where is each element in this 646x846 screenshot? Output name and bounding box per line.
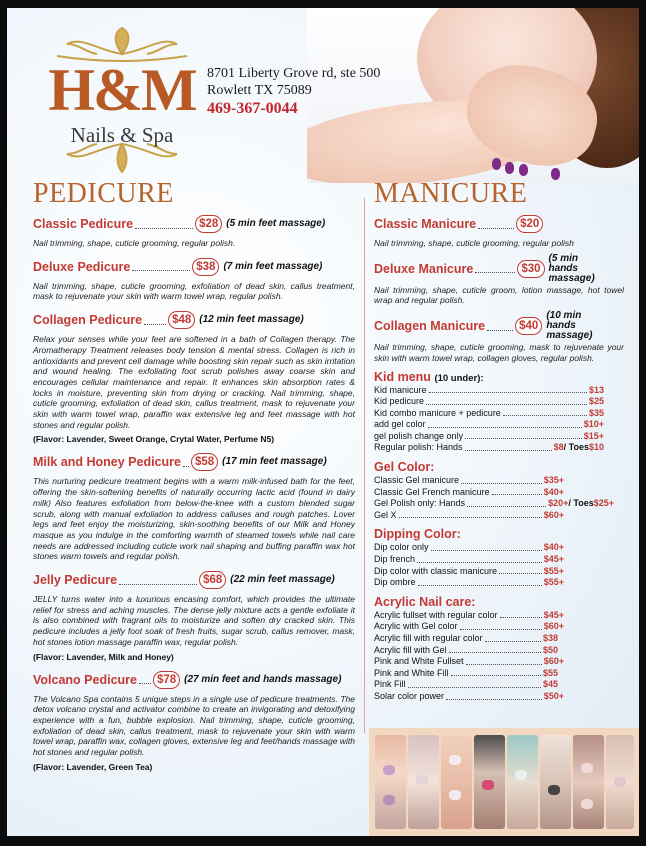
- price-row: [374, 691, 624, 703]
- pedicure-item: [33, 255, 355, 302]
- row-label: Dip color only: [374, 542, 429, 553]
- row-extra: / Toes: [568, 498, 594, 509]
- service-name: Classic Pedicure: [33, 217, 134, 231]
- row-price: $60+: [543, 621, 564, 632]
- leader-dots: [135, 220, 193, 229]
- service-desc: Nail trimming, shape, cuticle grooming, regular polish.: [33, 238, 236, 248]
- service-name: Deluxe Manicure: [374, 261, 474, 276]
- price-badge: $20: [516, 215, 543, 233]
- service-note: (5 min hands massage): [548, 252, 595, 284]
- leader-dots: [132, 262, 190, 271]
- gel-color-heading: Gel Color:: [374, 460, 435, 475]
- row-price: $40+: [543, 542, 564, 553]
- collage-strip: [375, 735, 406, 829]
- row-price: $25: [588, 396, 604, 407]
- phone-number: 469-367-0044: [207, 100, 298, 117]
- row-price: $35+: [543, 475, 564, 486]
- price-row: [374, 645, 624, 657]
- collage-strip: [606, 735, 634, 829]
- row-label: Dip ombre: [374, 577, 416, 588]
- row-price-2: $25+: [593, 498, 614, 509]
- row-label: Regular polish: Hands: [374, 442, 463, 453]
- service-name: Collagen Pedicure: [33, 313, 143, 328]
- collage-strip: [540, 735, 571, 829]
- manicure-title: MANICURE: [374, 178, 528, 209]
- service-note: (22 min feet massage): [230, 574, 335, 586]
- row-label: Kid pedicure: [374, 396, 425, 407]
- row-price: $45+: [543, 609, 564, 620]
- row-label: Pink and White Fill: [374, 667, 449, 678]
- row-label: Classic Gel French manicure: [374, 486, 490, 497]
- service-flavor: (Flavor: Lavender, Milk and Honey): [33, 651, 174, 662]
- service-flavor: (Flavor: Lavender, Green Tea): [33, 761, 153, 772]
- collage-strip: [474, 735, 505, 829]
- pedicure-item: [33, 668, 355, 772]
- row-label: Kid combo manicure + pedicure: [374, 407, 501, 418]
- row-price: $55+: [543, 565, 564, 576]
- contact-block: [207, 65, 380, 117]
- service-note: (7 min feet massage): [223, 260, 323, 272]
- service-desc: This nurturing pedicure treatment begins with a warm milk-infused bath for the feet, offering the skin-softening benefits of naturally occurring lactic acid (found in dairy milk) Also features exfoliation from below-the-knee with a custom blended sugar scrub, along with manual exfoliation to address calluses and rough patches. Lover legs and feet enjoy the moisturizing, skin-soothing benefits of our Milk and Honey masque as you indulge in the comforting warmth of steamed towels while nail care needs are addressed including cuticle work nail shaping and buffing paraffin wax hot stones warm towels and regular polish.: [33, 476, 355, 562]
- price-row: [374, 633, 624, 645]
- row-label: Solar color power: [374, 690, 445, 701]
- price-row: [374, 408, 624, 420]
- price-badge: $28: [195, 215, 222, 233]
- manicure-item: [374, 252, 624, 306]
- service-desc: The Volcano Spa contains 5 unique steps in a single use of pedicure treatments. The detox volcano crystal and activator combine to create an invigorating and detoxifying experience with a fun, bubble explosion. Nail trimming, shape, cuticle grooming, exfoliation of dead skin, callus treatment, mask to rejuvenate your skin with warm towel wrap, paraffin wax, collagen gloves, extensive leg and feet/hands massage with hot stones and regular polish.: [33, 693, 355, 758]
- price-row: [374, 510, 624, 522]
- row-price: $10+: [583, 419, 604, 430]
- row-label: Acrylic fullset with regular color: [374, 609, 498, 620]
- price-badge: $40: [515, 317, 542, 335]
- service-name: Classic Manicure: [374, 217, 477, 231]
- price-row: [374, 656, 624, 668]
- price-row: [374, 621, 624, 633]
- collage-strip: [441, 735, 472, 829]
- row-price-2: $10: [588, 442, 604, 453]
- service-flavor: (Flavor: Lavender, Sweet Orange, Crytal Water, Perfume N5): [33, 434, 275, 445]
- service-note: (17 min feet massage): [222, 456, 327, 468]
- row-label: Pink Fill: [374, 679, 406, 690]
- row-price: $50: [542, 644, 558, 655]
- manicure-item: [374, 212, 624, 249]
- price-row: [374, 385, 624, 397]
- manicure-item: [374, 312, 624, 363]
- price-badge: $78: [153, 671, 180, 689]
- service-desc: JELLY turns water into a luxurious encasing comfort, which provides the ultimate relief for stress and aching muscles. The dense jelly mixture acts a gentle exfoliate it is also combined with fragrant oils to moisturize and soften dry cracked skin. This pedicure includes a jelly foot soak of fresh fruits, sugar scrub, callus remover, mask, hot stones lotion massage paraffin wax, regular polish.: [33, 594, 355, 647]
- price-row: [374, 487, 624, 499]
- row-label: Acrylic fill with Gel: [374, 644, 447, 655]
- price-row: [374, 442, 624, 454]
- kid-menu-heading: [374, 370, 624, 384]
- row-label: Gel X: [374, 509, 397, 520]
- nail-3: [519, 164, 528, 176]
- pedicure-list: [33, 212, 355, 778]
- price-row: [374, 679, 624, 691]
- row-price: $60+: [543, 656, 564, 667]
- kid-menu-title: Kid menu: [374, 369, 431, 384]
- price-row: [374, 668, 624, 680]
- row-label: Dip french: [374, 554, 416, 565]
- row-price: $15+: [583, 430, 604, 441]
- service-name: Milk and Honey Pedicure: [33, 455, 181, 470]
- price-badge: $68: [199, 571, 226, 589]
- pedicure-item: [33, 308, 355, 444]
- dipping-color-heading: Dipping Color:: [374, 527, 461, 542]
- kid-menu-subtitle: (10 under):: [434, 372, 484, 384]
- price-badge: $58: [191, 453, 218, 471]
- row-price: $8: [553, 442, 564, 453]
- address-line-1: 8701 Liberty Grove rd, ste 500: [207, 66, 381, 81]
- service-name: Deluxe Pedicure: [33, 259, 131, 274]
- service-name: Collagen Manicure: [374, 319, 486, 334]
- row-label: Pink and White Fullset: [374, 656, 464, 667]
- collage-strip: [573, 735, 604, 829]
- service-desc: Nail trimming, shape, cuticle grooming, mask to rejuvenate your skin with warm towel wrap, collagen gloves, regular polish.: [374, 342, 624, 363]
- address-line-2: Rowlett TX 75089: [207, 83, 312, 98]
- logo-subtitle: Nails & Spa: [70, 123, 174, 147]
- leader-dots: [139, 675, 151, 684]
- nail-1: [492, 158, 501, 170]
- leader-dots: [183, 458, 189, 467]
- service-note: (10 min hands massage): [546, 310, 593, 342]
- pedicure-item: [33, 450, 355, 562]
- price-badge: $30: [517, 260, 544, 278]
- service-desc: Relax your senses while your feet are softened in a bath of Collagen therapy. The Aromatherapy Treatment releases body tension & mental stress. Collagen is rich in antioxidants and prevent cell damage while boosting skin repair such as skin irritation and wound healing. The exfoliating foot scrub polishes away coarse skin and encourages cellular maintenance and repair. It enhances skin absorption rates & locks in moisture, preventing skin from drying or cracking. Nail trimming, shape, cuticle grooming, exfoliation of dead skin, callus treatment, mask to rejuvenate your skin with warm towel wrap, paraffin wax extensive leg and feet massage with hot stones and regular polish.: [33, 334, 355, 430]
- pedicure-item: [33, 212, 355, 249]
- service-note: (27 min feet and hands massage): [184, 673, 342, 685]
- row-price: $45+: [543, 554, 564, 565]
- service-note: (5 min feet massage): [226, 218, 326, 229]
- row-price: $20+: [548, 498, 569, 509]
- leader-dots: [144, 316, 166, 325]
- nail-2: [505, 162, 514, 174]
- row-label: Acrylic fill with regular color: [374, 633, 483, 644]
- row-price: $38: [542, 633, 558, 644]
- acrylic-heading: Acrylic Nail care:: [374, 594, 476, 609]
- pedicure-item: [33, 568, 355, 662]
- row-price: $35: [588, 407, 604, 418]
- leader-dots: [487, 322, 513, 331]
- leader-dots: [475, 264, 515, 273]
- price-row: [374, 610, 624, 622]
- row-extra: / Toes: [563, 442, 589, 453]
- column-divider: [364, 198, 365, 733]
- row-price: $45: [542, 679, 558, 690]
- row-price: $55: [542, 667, 558, 678]
- service-note: (12 min feet massage): [199, 314, 304, 326]
- leader-dots: [478, 220, 514, 229]
- row-price: $50+: [543, 690, 564, 701]
- nail-4: [551, 168, 560, 180]
- service-desc: Nail trimming, shape, cuticle grooming, regular polish: [374, 238, 574, 248]
- row-price: $60+: [543, 509, 564, 520]
- row-label: Gel Polish only: Hands: [374, 498, 466, 509]
- price-row: [374, 577, 624, 589]
- price-row: [374, 542, 624, 554]
- pedicure-title: PEDICURE: [33, 178, 174, 209]
- row-label: Acrylic with Gel color: [374, 621, 458, 632]
- price-badge: $48: [168, 311, 195, 329]
- logo-mark: H&M: [48, 57, 196, 123]
- row-price: $40+: [543, 486, 564, 497]
- price-row: [374, 554, 624, 566]
- brand-logo: [37, 26, 207, 181]
- price-row: [374, 566, 624, 578]
- price-badge: $38: [192, 258, 219, 276]
- price-row: [374, 498, 624, 510]
- row-label: Classic Gel manicure: [374, 475, 460, 486]
- menu-page: [7, 8, 639, 836]
- service-name: Jelly Pedicure: [33, 573, 118, 588]
- price-row: [374, 431, 624, 443]
- row-price: $13: [588, 384, 604, 395]
- nail-photo-collage: [369, 728, 639, 836]
- row-label: add gel color: [374, 419, 426, 430]
- price-row: [374, 419, 624, 431]
- price-row: [374, 396, 624, 408]
- collage-strip: [408, 735, 439, 829]
- collage-strip: [507, 735, 538, 829]
- row-label: gel polish change only: [374, 430, 464, 441]
- service-desc: Nail trimming, shape, cuticle grooming, exfoliation of dead skin, callus treatment, mask to rejuvenate your skin with warm towel wrap, regular polish.: [33, 280, 355, 302]
- manicure-list: [374, 212, 624, 703]
- row-price: $55+: [543, 577, 564, 588]
- service-desc: Nail trimming, shape, cuticle groom, lotion massage, hot towel wrap and regular polish.: [374, 284, 624, 306]
- service-name: Volcano Pedicure: [33, 672, 137, 687]
- row-label: Dip color with classic manicure: [374, 565, 498, 576]
- row-label: Kid manicure: [374, 384, 427, 395]
- leader-dots: [119, 576, 197, 585]
- price-row: [374, 475, 624, 487]
